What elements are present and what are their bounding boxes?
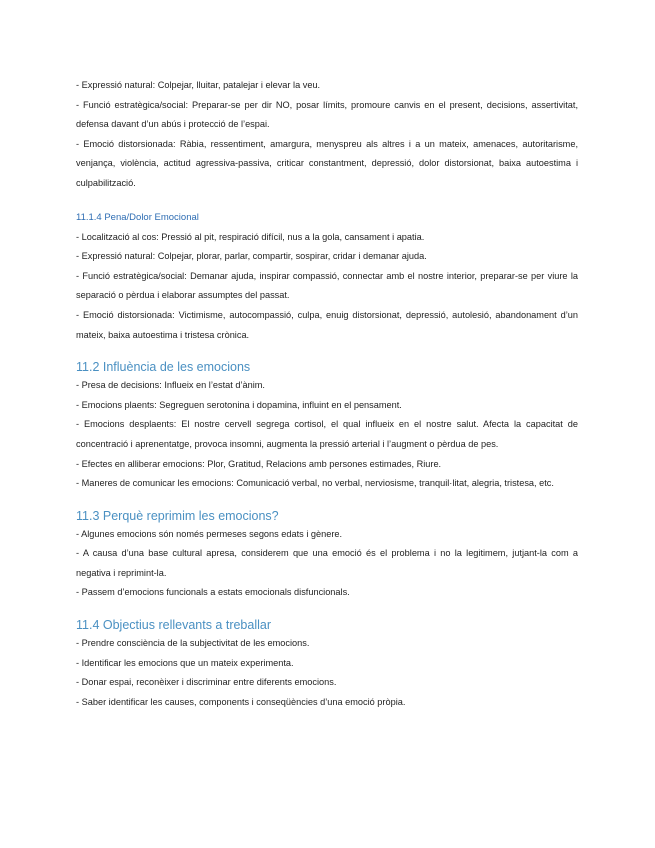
list-item: - Expressió natural: Colpejar, plorar, parlar, compartir, sospirar, cridar i demanar ajuda.: [76, 251, 427, 262]
section-heading-11-4: 11.4 Objectius rellevants a treballar: [76, 618, 272, 633]
section-heading-11-2: 11.2 Influència de les emocions: [76, 360, 251, 375]
list-item: - Presa de decisions: Influeix en l’estat d’ànim.: [76, 380, 265, 391]
list-item: - A causa d’una base cultural apresa, considerem que una emoció és el problema i no la legitimem, jutjant-la com a negativa i reprimint-la.: [76, 548, 578, 578]
list-item: - Passem d’emocions funcionals a estats emocionals disfuncionals.: [76, 587, 350, 598]
list-item: - Emocions plaents: Segreguen serotonina i dopamina, influint en el pensament.: [76, 399, 402, 410]
list-item: - Funció estratègica/social: Demanar ajuda, inspirar compassió, connectar amb el nostre interior, preparar-se per viure la separació o pèrdua i elaborar assumptes del passat.: [76, 270, 578, 301]
section-heading-11-1-4: 11.1.4 Pena/Dolor Emocional: [76, 211, 199, 223]
list-item: - Algunes emocions són només permeses segons edats i gènere.: [76, 528, 343, 539]
list-item: - Emoció distorsionada: Victimisme, autocompassió, culpa, enuig distorsionat, depressió, autolesió, abandonament d’un mateix, baixa autoestima i tristesa crònica.: [76, 309, 578, 340]
list-item: - Maneres de comunicar les emocions: Comunicació verbal, no verbal, nerviosisme, tranquil·litat, alegria, tristesa, etc.: [76, 478, 554, 489]
section-heading-11-3: 11.3 Perquè reprimim les emocions?: [76, 508, 279, 523]
list-item: - Efectes en alliberar emocions: Plor, Gratitud, Relacions amb persones estimades, Riure.: [76, 458, 442, 469]
list-item: - Identificar les emocions que un mateix experimenta.: [76, 657, 294, 668]
document-body: [76, 76, 578, 712]
list-item: - Funció estratègica/social: Preparar-se per dir NO, posar límits, promoure canvis en el present, decisions, assertivitat, defensa davant d’un abús i protecció de l’espai.: [76, 99, 578, 130]
list-item: - Donar espai, reconèixer i discriminar entre diferents emocions.: [76, 677, 337, 688]
list-item: - Localització al cos: Pressió al pit, respiració difícil, nus a la gola, cansament i apatia.: [76, 231, 425, 242]
list-item: - Saber identificar les causes, components i conseqüències d’una emoció pròpia.: [76, 696, 406, 707]
list-item: - Emocions desplaents: El nostre cervell segrega cortisol, el qual influeix en el nostre salut. Afecta la capacitat de concentració i aprenentatge, provoca insomni, augmenta la pressió arterial i l’augment o pèrdua de pes.: [76, 419, 578, 449]
list-item: - Expressió natural: Colpejar, lluitar, patalejar i elevar la veu.: [76, 80, 321, 90]
list-item: - Prendre consciència de la subjectivitat de les emocions.: [76, 638, 310, 649]
list-item: - Emoció distorsionada: Ràbia, ressentiment, amargura, menyspreu als altres i a un mateix, amenaces, autoritarisme, venjança, violència, actitud agressiva-passiva, criticar constantment, depressió, dolor distorsionat, baixa autoestima i culpabilització.: [76, 138, 578, 188]
